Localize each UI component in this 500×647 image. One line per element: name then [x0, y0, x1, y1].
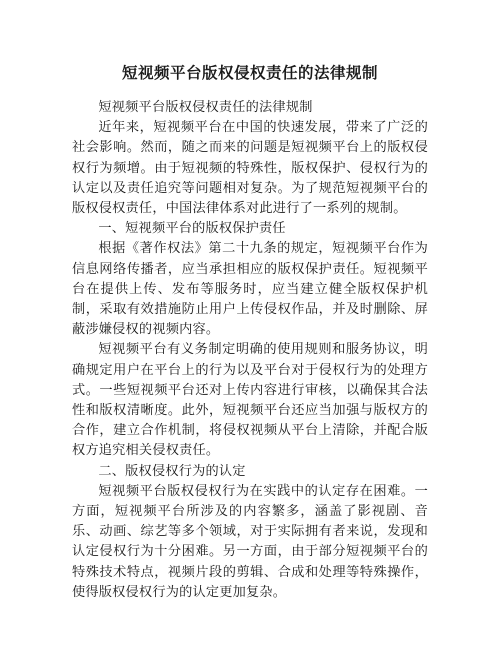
- section-1-paragraph-2: 短视频平台有义务制定明确的使用规则和服务协议，明确规定用户在平台上的行为以及平台对于侵权行为的处理方式。一些短视频平台还对上传内容进行审核，以确保其合法性和版权清晰度。此外，短视频平台还应当加强与版权方的合作，建立合作机制，将侵权视频从平台上清除，并配合版权方追究相关侵权责任。: [72, 342, 428, 459]
- section-2-heading: 二、版权侵权行为的认定: [98, 463, 246, 479]
- document-title: 短视频平台版权侵权责任的法律规制: [121, 64, 378, 82]
- section-2-paragraph-1: 短视频平台版权侵权行为在实践中的认定存在困难。一方面，短视频平台所涉及的内容繁多，涵盖了影视剧、音乐、动画、综艺等多个领域，对于实际拥有者来说，发现和认定侵权行为十分困难。另一方面，由于部分短视频平台的特殊技术特点，视频片段的剪辑、合成和处理等特殊操作，使得版权侵权行为的认定更加复杂。: [72, 483, 428, 600]
- intro-paragraph: 近年来，短视频平台在中国的快速发展，带来了广泛的社会影响。然而，随之而来的问题是短视频平台上的版权侵权行为频增。由于短视频的特殊性，版权保护、侵权行为的认定以及责任追究等问题相对复杂。为了规范短视频平台的版权侵权责任，中国法律体系对此进行了一系列的规制。: [72, 120, 428, 217]
- document-subtitle: 短视频平台版权侵权责任的法律规制: [98, 100, 313, 115]
- section-1-heading: 一、短视频平台的版权保护责任: [98, 221, 286, 237]
- section-1-paragraph-1: 根据《著作权法》第二十九条的规定，短视频平台作为信息网络传播者，应当承担相应的版权保护责任。短视频平台在提供上传、发布等服务时，应当建立健全版权保护机制，采取有效措施防止用户上传侵权作品，并及时删除、屏蔽涉嫌侵权的视频内容。: [72, 241, 428, 338]
